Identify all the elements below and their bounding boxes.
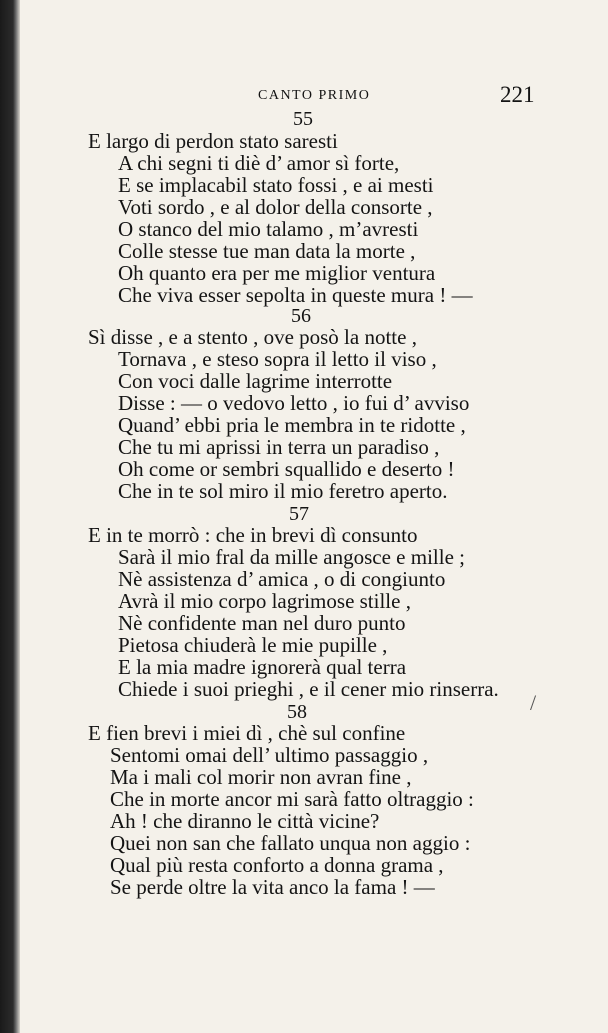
running-header-title: CANTO PRIMO [258,88,371,103]
verse-line: E se implacabil stato fossi , e ai mesti [118,173,434,197]
verse-line: Oh quanto era per me miglior ventura [118,261,436,285]
verse-line: O stanco del mio talamo , m’avresti [118,217,419,241]
stanza-number-58: 58 [287,701,307,723]
verse-line: Che in morte ancor mi sarà fatto oltraggio : [110,787,474,811]
verse-line: Colle stesse tue man data la morte , [118,239,416,263]
verse-line: Sì disse , e a stento , ove posò la notte , [88,325,417,349]
stanza-number-57: 57 [289,503,309,525]
verse-line: Pietosa chiuderà le mie pupille , [118,633,388,657]
verse-line: Voti sordo , e al dolor della consorte , [118,195,433,219]
verse-line: Sentomi omai dell’ ultimo passaggio , [110,743,429,767]
verse-line: Sarà il mio fral da mille angosce e mille ; [118,545,465,569]
verse-line: E in te morrò : che in brevi dì consunto [88,523,418,547]
verse-line: Quei non san che fallato unqua non aggio : [110,831,471,855]
pencil-margin-mark: / [530,690,537,715]
verse-line: Avrà il mio corpo lagrimose stille , [118,589,411,613]
verse-line: Oh come or sembri squallido e deserto ! [118,457,455,481]
verse-line: Che viva esser sepolta in queste mura ! — [118,283,473,307]
verse-line: Quand’ ebbi pria le membra in te ridotte , [118,413,466,437]
verse-line: Qual più resta conforto a donna grama , [110,853,444,877]
page-number: 221 [500,82,535,107]
verse-line: Ah ! che diranno le città vicine? [110,809,380,833]
verse-line: E fien brevi i miei dì , chè sul confine [88,721,406,745]
verse-line: Ma i mali col morir non avran fine , [110,765,412,789]
verse-line: Nè assistenza d’ amica , o di congiunto [118,567,446,591]
stanza-number-55: 55 [293,108,313,130]
verse-line: Tornava , e steso sopra il letto il viso , [118,347,437,371]
verse-line: E largo di perdon stato saresti [88,129,338,153]
book-spine-shadow [0,0,20,1033]
verse-line: E la mia madre ignorerà qual terra [118,655,407,679]
verse-line: Chiede i suoi prieghi , e il cener mio rinserra. [118,677,499,701]
verse-line: A chi segni ti diè d’ amor sì forte, [118,151,400,175]
verse-line: Che in te sol miro il mio feretro aperto. [118,479,448,503]
verse-line: Disse : — o vedovo letto , io fui d’ avviso [118,391,470,415]
verse-line: Con voci dalle lagrime interrotte [118,369,393,393]
verse-line: Se perde oltre la vita anco la fama ! — [110,875,435,899]
verse-line: Che tu mi aprissi in terra un paradiso , [118,435,440,459]
stanza-number-56: 56 [291,305,311,327]
verse-line: Nè confidente man nel duro punto [118,611,406,635]
